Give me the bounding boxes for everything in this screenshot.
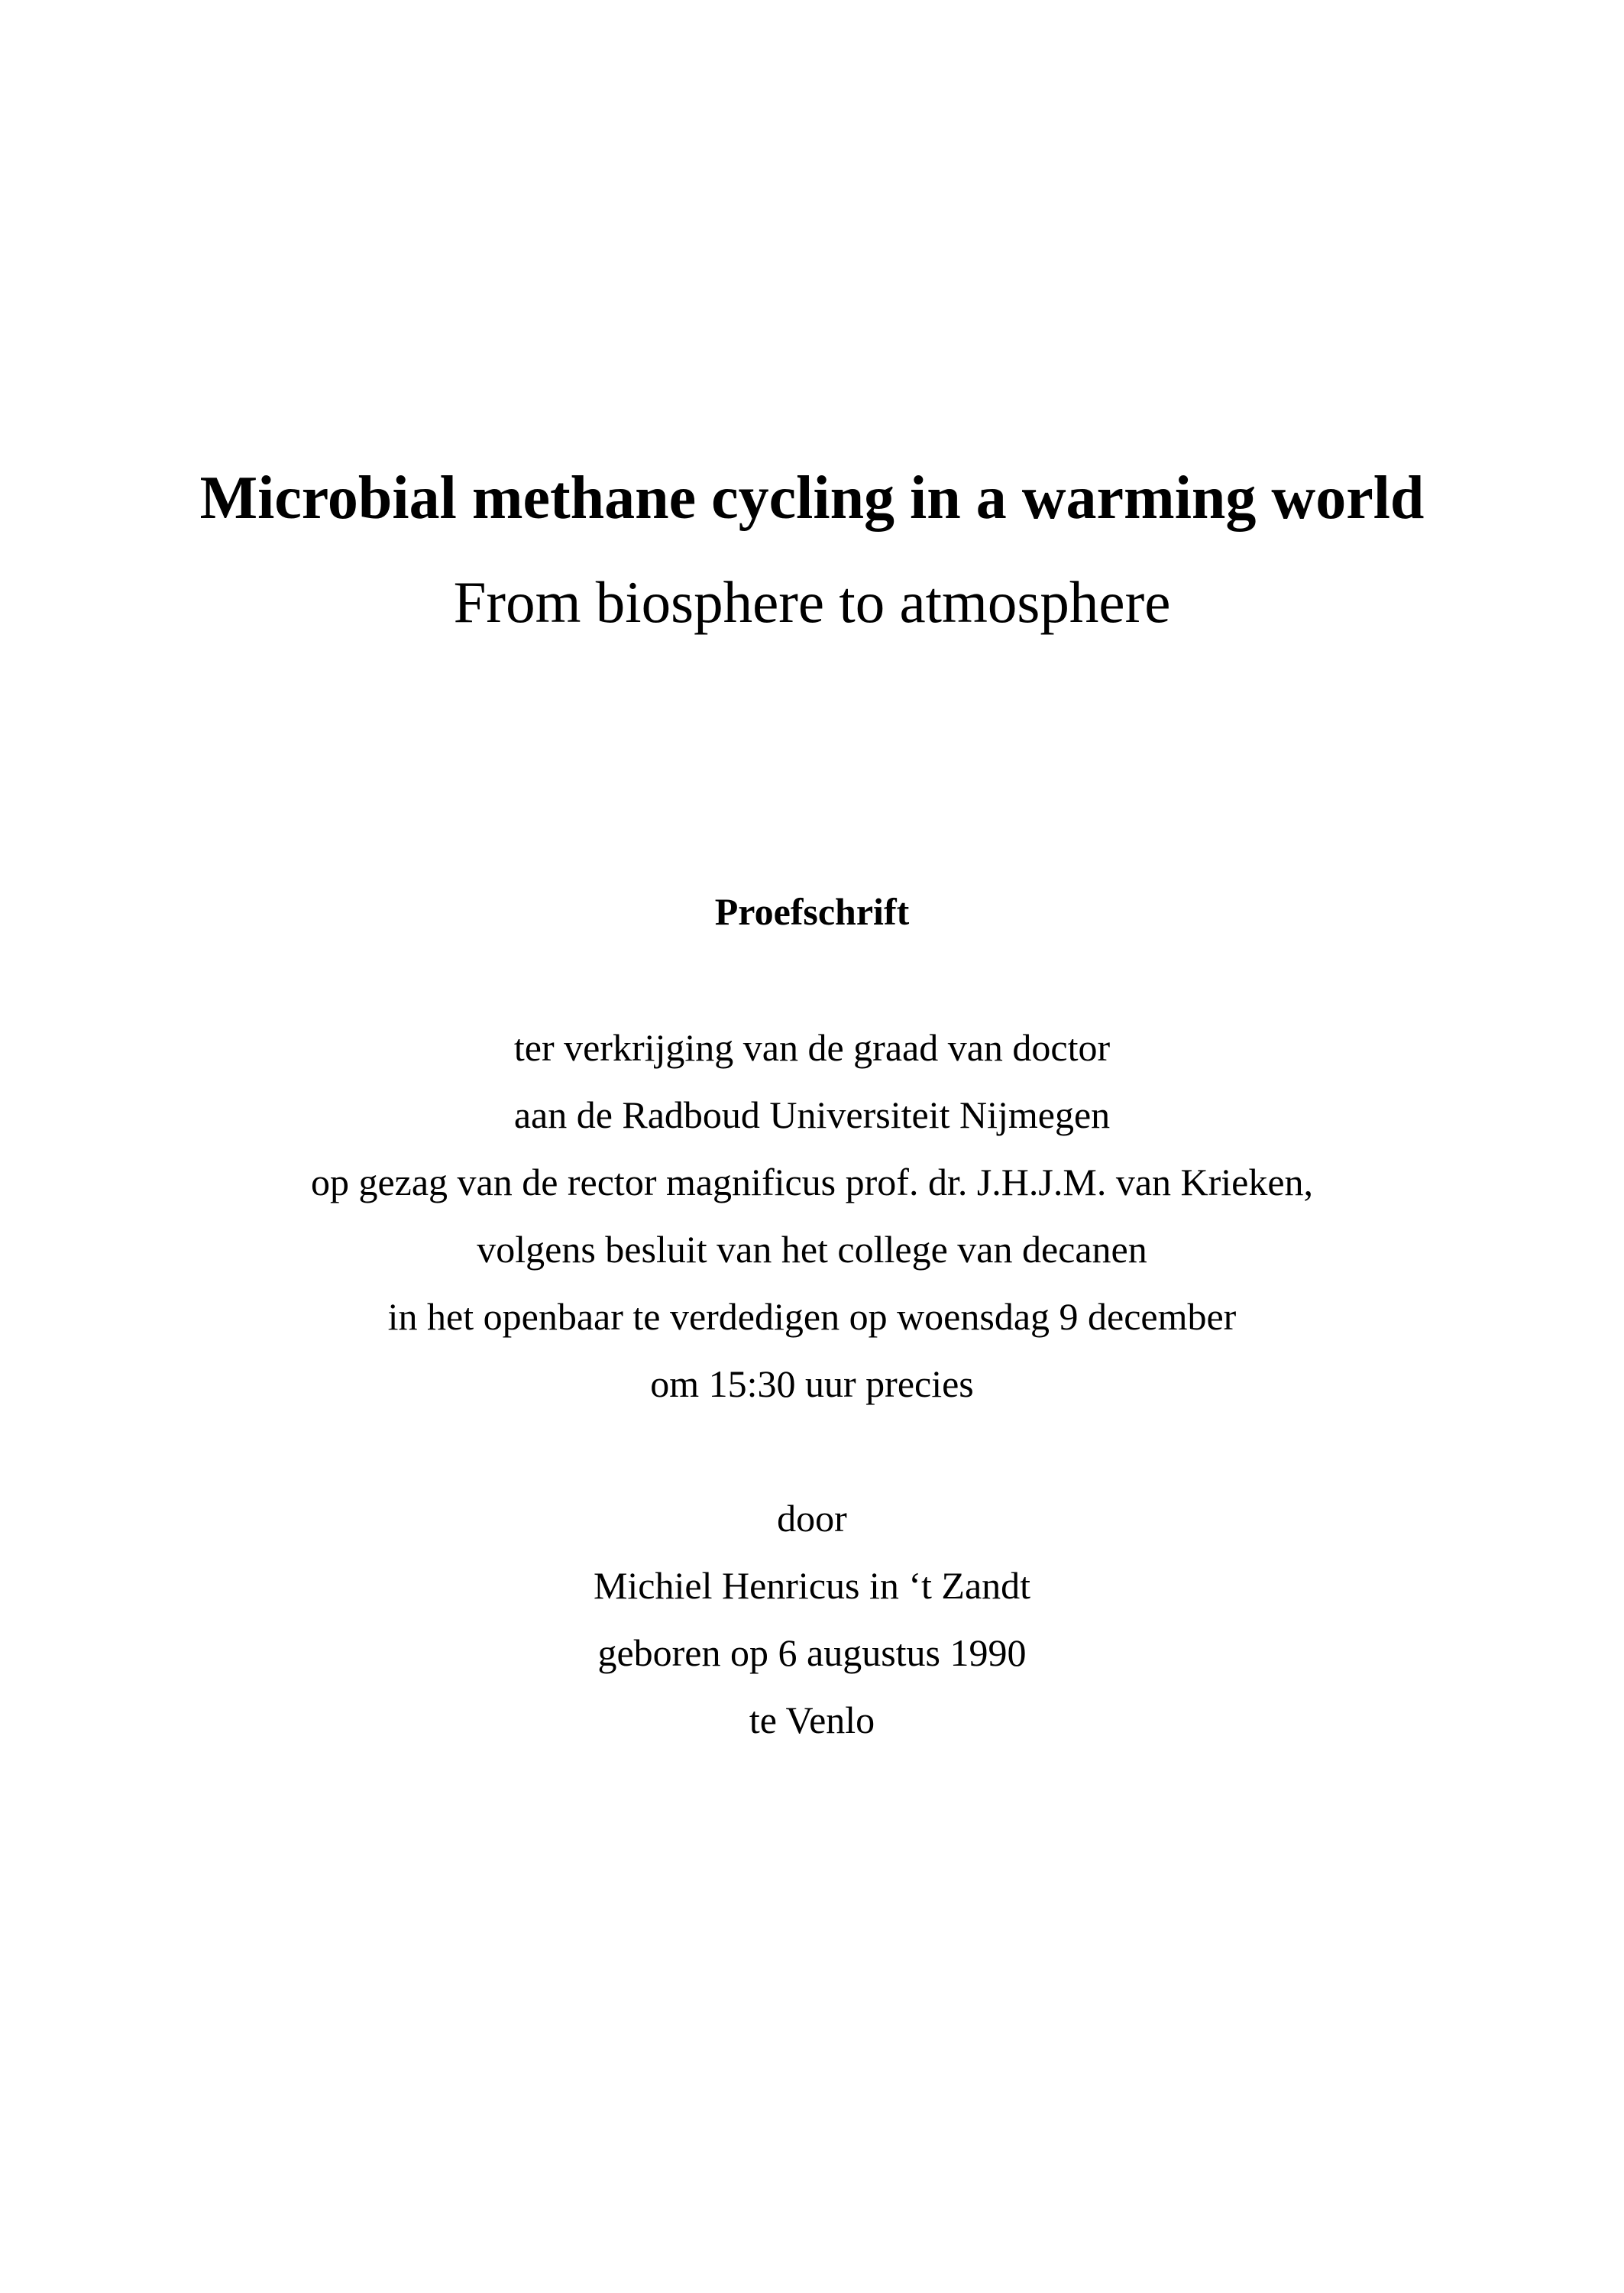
degree-line: volgens besluit van het college van decanen bbox=[477, 1228, 1147, 1271]
author-line: door bbox=[777, 1497, 847, 1540]
author-name: Michiel Henricus in ‘t Zandt bbox=[593, 1564, 1031, 1607]
proefschrift-label: Proefschrift bbox=[714, 890, 910, 933]
degree-line: aan de Radboud Universiteit Nijmegen bbox=[513, 1093, 1111, 1136]
degree-line: om 15:30 uur precies bbox=[650, 1362, 974, 1405]
degree-line: in het openbaar te verdedigen op woensdag 9 december bbox=[387, 1295, 1237, 1338]
degree-line: op gezag van de rector magnificus prof. dr. J.H.J.M. van Krieken, bbox=[310, 1161, 1314, 1203]
degree-line: ter verkrijging van de graad van doctor bbox=[513, 1026, 1111, 1069]
author-birth-date: geboren op 6 augustus 1990 bbox=[597, 1631, 1027, 1674]
author-birthplace: te Venlo bbox=[749, 1699, 875, 1741]
thesis-subtitle: From biosphere to atmosphere bbox=[453, 569, 1171, 635]
thesis-title: Microbial methane cycling in a warming world bbox=[199, 465, 1425, 532]
